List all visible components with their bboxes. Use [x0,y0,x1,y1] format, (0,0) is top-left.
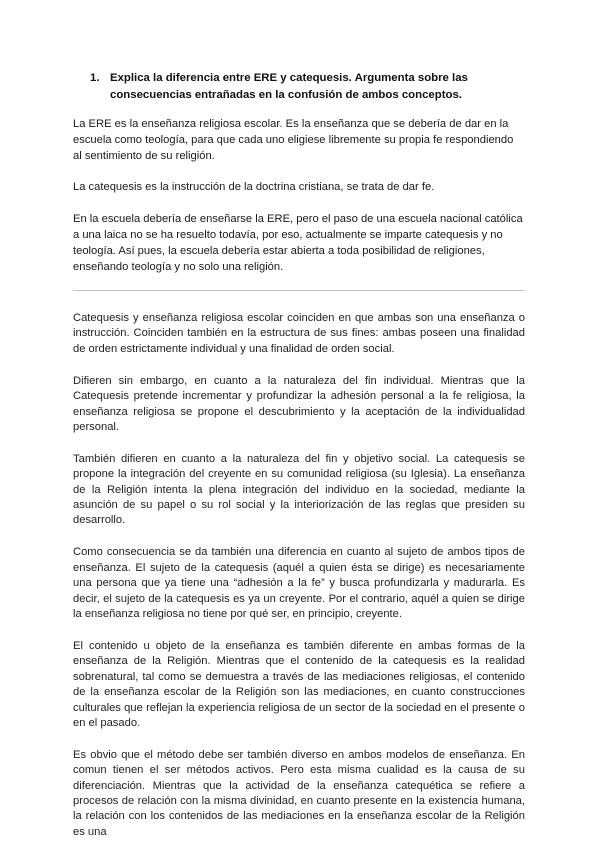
answer-intro [73,117,525,291]
intro-paragraph: En la escuela debería de enseñarse la ERE, pero el paso de una escuela nacional católica a una laica no se ha resuelto todavía, por eso, actualmente se imparte catequesis y no teología. Así pues, la escuela debería estar abierta a toda posibilidad de religiones, enseñando teología y no solo una religión. [73,213,523,273]
answer-body [73,311,525,857]
intro-paragraph: La ERE es la enseñanza religiosa escolar. Es la enseñanza que se debería de dar en la escuela como teología, para que cada uno eligiese libremente su propia fe respondiendo al sentimiento de su religión. [73,118,514,162]
body-paragraph: El contenido u objeto de la enseñanza es también diferente en ambas formas de la enseñanza de la Religión. Mientras que el contenido de la catequesis es la realidad sobrenatural, tal como se demuestra a través de las mediaciones religiosas, el contenido de la enseñanza escolar de la Religión son las mediaciones, en cuanto construcciones culturales que reflejan la experiencia religiosa de un sector de la sociedad en el presente o en el pasado. [73,639,525,729]
body-paragraph: También difieren en cuanto a la naturaleza del fin y objetivo social. La catequesis se propone la integración del creyente en su comunidad religiosa (su Iglesia). La enseñanza de la Religión intenta la plena integración del individuo en la sociedad, mediante la asunción de su papel o su rol social y la interiorización de las reglas que presiden su desarrollo. [73,452,525,527]
body-paragraph: Difieren sin embargo, en cuanto a la naturaleza del fin individual. Mientras que la Catequesis pretende incrementar y profundizar la adhesión personal a la fe religiosa, la enseñanza religiosa se propone el descubrimiento y la aceptación de la individualidad personal. [73,374,525,433]
body-paragraph: Catequesis y enseñanza religiosa escolar coinciden en que ambas son una enseñanza o instrucción. Coinciden también en la estructura de sus fines: ambas poseen una finalidad de orden estrictamente individual y una finalidad de orden social. [73,312,525,355]
body-paragraph: Es obvio que el método debe ser también diverso en ambos modelos de enseñanza. En comun tienen el ser métodos activos. Pero esta misma cualidad es la causa de su diferenciación. Mientras que la actividad de la enseñanza catequética se refiere a procesos de relación con la misma divinidad, en cuanto presente en la existencia humana, la relación con los contenidos de las mediaciones en la enseñanza escolar de la Religión es una [73,748,525,838]
body-paragraph: Como consecuencia se da también una diferencia en cuanto al sujeto de ambos tipos de enseñanza. El sujeto de la catequesis (aquél a quien ésta se dirige) es necesariamente una persona que ya tiene una “adhesión a la fe” y busca profundizarla y madurarla. Es decir, el sujeto de la catequesis es ya un creyente. Por el contrario, aquél a quien se dirige la enseñanza religiosa no tiene por qué ser, en principio, creyente. [73,546,525,620]
section-divider [73,290,525,291]
question-heading [92,70,512,103]
intro-paragraph: La catequesis es la instrucción de la doctrina cristiana, se trata de dar fe. [73,181,435,194]
question-text: Explica la diferencia entre ERE y catequesis. Argumenta sobre las consecuencias entrañadas en la confusión de ambos conceptos. [110,72,468,101]
question-number: 1. [90,72,100,84]
